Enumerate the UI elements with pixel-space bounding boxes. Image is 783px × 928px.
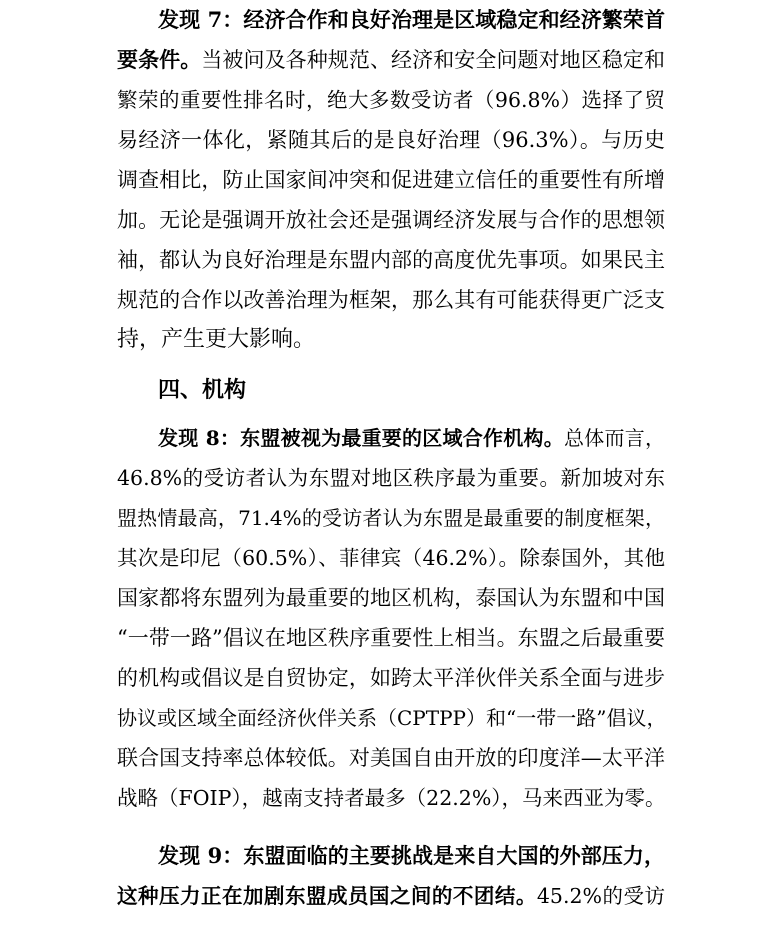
finding-9-heading-end: 这种压力正在加剧东盟成员国之间的不团结。	[117, 884, 537, 908]
paragraph-text: 45.2%的受访	[536, 884, 665, 908]
paragraph-line	[117, 40, 665, 80]
paragraph-line: 其次是印尼（60.5%）、菲律宾（46.2%）。除泰国外，其他	[117, 546, 665, 570]
paragraph-line: 协议或区域全面经济伙伴关系（CPTPP）和“一带一路”倡议，	[117, 706, 667, 730]
finding-8-heading-line	[158, 418, 665, 458]
paragraph-line: 规范的合作以改善治理为框架，那么其有可能获得更广泛支	[117, 288, 665, 312]
paragraph-line: “一带一路”倡议在地区秩序重要性上相当。东盟之后最重要	[117, 626, 665, 650]
finding-7-heading-text: 发现 7：经济合作和良好治理是区域稳定和经济繁荣首	[158, 7, 665, 32]
paragraph-line: 的机构或倡议是自贸协定，如跨太平洋伙伴关系全面与进步	[117, 666, 665, 690]
paragraph-line: 繁荣的重要性排名时，绝大多数受访者（96.8%）选择了贸	[117, 88, 665, 112]
finding-9-heading-line1: 发现 9：东盟面临的主要挑战是来自大国的外部压力，	[158, 843, 665, 868]
finding-7-heading-line1	[158, 0, 665, 40]
paragraph-line: 调查相比，防止国家间冲突和促进建立信任的重要性有所增	[117, 168, 665, 192]
paragraph-line: 易经济一体化，紧随其后的是良好治理（96.3%）。与历史	[117, 128, 665, 152]
finding-8-heading-text: 发现 8：东盟被视为最重要的区域合作机构。	[158, 426, 565, 450]
paragraph-line	[117, 876, 665, 916]
paragraph-line: 国家都将东盟列为最重要的地区机构，泰国认为东盟和中国	[117, 586, 665, 610]
paragraph-line: 46.8%的受访者认为东盟对地区秩序最为重要。新加坡对东	[117, 466, 665, 490]
paragraph-line: 联合国支持率总体较低。对美国自由开放的印度洋—太平洋	[117, 746, 665, 770]
paragraph-line: 持，产生更大影响。	[117, 327, 316, 352]
section-heading: 四、机构	[158, 377, 247, 403]
paragraph-line: 盟热情最高，71.4%的受访者认为东盟是最重要的制度框架，	[117, 506, 665, 530]
paragraph-line: 加。无论是强调开放社会还是强调经济发展与合作的思想领	[117, 208, 665, 232]
paragraph-text: 当被问及各种规范、经济和安全问题对地区稳定和	[201, 48, 666, 72]
paragraph-text: 总体而言，	[564, 426, 665, 450]
paragraph-line: 战略（FOIP），越南支持者最多（22.2%），马来西亚为零。	[117, 786, 666, 810]
paragraph-line: 袖，都认为良好治理是东盟内部的高度优先事项。如果民主	[117, 248, 665, 272]
finding-7-heading-end: 要条件。	[117, 47, 202, 72]
